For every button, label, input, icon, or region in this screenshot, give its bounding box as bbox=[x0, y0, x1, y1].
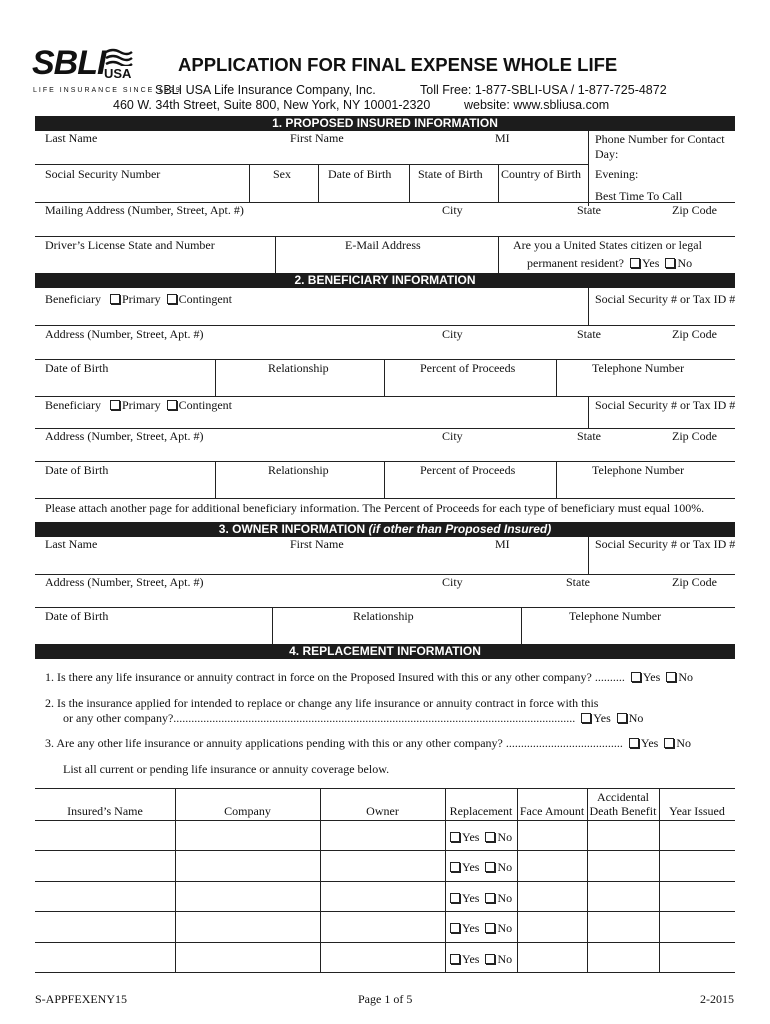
city-label: City bbox=[442, 203, 463, 217]
beneficiary-1-relationship-label: Relationship bbox=[268, 361, 329, 375]
owner-address-label: Address (Number, Street, Apt. #) bbox=[45, 575, 204, 589]
form-date: 2-2015 bbox=[700, 992, 734, 1006]
section-3-title: 3. OWNER INFORMATION bbox=[218, 522, 366, 536]
beneficiary-1-row: Beneficiary Primary Contingent bbox=[45, 292, 232, 306]
owner-first-name-label: First Name bbox=[290, 537, 344, 551]
coverage-list-note: List all current or pending life insurance or annuity coverage below. bbox=[63, 762, 390, 776]
beneficiary-2-relationship-label: Relationship bbox=[268, 463, 329, 477]
row-4-no-checkbox[interactable] bbox=[485, 923, 495, 933]
owner-dob-label: Date of Birth bbox=[45, 609, 109, 623]
owner-zip-label: Zip Code bbox=[672, 575, 717, 589]
beneficiary-1-ssn-label: Social Security # or Tax ID # bbox=[595, 292, 736, 306]
q2-yes-checkbox[interactable] bbox=[581, 713, 591, 723]
col-year-issued: Year Issued bbox=[669, 804, 725, 818]
col-face-amount: Face Amount bbox=[519, 804, 585, 818]
beneficiary-2-ssn-label: Social Security # or Tax ID # bbox=[595, 398, 736, 412]
mailing-address-label: Mailing Address (Number, Street, Apt. #) bbox=[45, 203, 244, 217]
best-time-label: Best Time To Call bbox=[595, 189, 683, 203]
row-5-yes-checkbox[interactable] bbox=[450, 954, 460, 964]
logo-usa: USA bbox=[104, 66, 132, 81]
citizen-question: Are you a United States citizen or legal bbox=[513, 238, 702, 252]
beneficiary-1-dob-label: Date of Birth bbox=[45, 361, 109, 375]
beneficiary-1-state-label: State bbox=[577, 327, 601, 341]
replacement-question-1: 1. Is there any life insurance or annuity contract in force on the Proposed Insured with this or any other company? .......... Yes No bbox=[45, 670, 693, 684]
citizen-yes-checkbox[interactable] bbox=[630, 258, 640, 268]
replacement-question-2: 2. Is the insurance applied for intended to replace or change any life insurance or annuity contract in force with this bbox=[45, 696, 599, 710]
company-address: 460 W. 34th Street, Suite 800, New York, NY 10001-2320 bbox=[113, 98, 431, 112]
section-3-subtitle: (if other than Proposed Insured) bbox=[368, 522, 552, 536]
email-label: E-Mail Address bbox=[345, 238, 421, 252]
col-company: Company bbox=[224, 804, 271, 818]
owner-mi-label: MI bbox=[495, 537, 510, 551]
row-1-no-checkbox[interactable] bbox=[485, 832, 495, 842]
beneficiary-2-zip-label: Zip Code bbox=[672, 429, 717, 443]
q1-yes-checkbox[interactable] bbox=[631, 672, 641, 682]
owner-last-name-label: Last Name bbox=[45, 537, 98, 551]
beneficiary-1-primary-checkbox[interactable] bbox=[110, 294, 120, 304]
replacement-question-2-line-2: or any other company?...................................................................................................................................... Yes No bbox=[63, 711, 644, 725]
form-title: APPLICATION FOR FINAL EXPENSE WHOLE LIFE bbox=[178, 54, 618, 75]
row-3-no-checkbox[interactable] bbox=[485, 893, 495, 903]
beneficiary-2-dob-label: Date of Birth bbox=[45, 463, 109, 477]
col-replacement: Replacement bbox=[449, 804, 513, 818]
day-label: Day: bbox=[595, 147, 619, 161]
beneficiary-2-contingent-checkbox[interactable] bbox=[167, 400, 177, 410]
citizen-yes-label: Yes bbox=[641, 256, 660, 270]
q3-no-checkbox[interactable] bbox=[664, 738, 674, 748]
row-2-yes-checkbox[interactable] bbox=[450, 862, 460, 872]
ssn-label: Social Security Number bbox=[45, 167, 161, 181]
beneficiary-2-row: Beneficiary Primary Contingent bbox=[45, 398, 232, 412]
first-name-label: First Name bbox=[290, 131, 344, 145]
owner-state-label: State bbox=[566, 575, 590, 589]
beneficiary-2-primary-checkbox[interactable] bbox=[110, 400, 120, 410]
beneficiary-1-address-label: Address (Number, Street, Apt. #) bbox=[45, 327, 204, 341]
drivers-license-label: Driver’s License State and Number bbox=[45, 238, 215, 252]
section-3-header bbox=[35, 522, 735, 537]
beneficiary-1-city-label: City bbox=[442, 327, 463, 341]
row-2-no-checkbox[interactable] bbox=[485, 862, 495, 872]
state-label: State bbox=[577, 203, 601, 217]
owner-city-label: City bbox=[442, 575, 463, 589]
logo-tagline: LIFE INSURANCE SINCE 1939 bbox=[33, 87, 182, 94]
beneficiary-2-percent-label: Percent of Proceeds bbox=[420, 463, 516, 477]
q1-no-checkbox[interactable] bbox=[666, 672, 676, 682]
logo-text: SBLI bbox=[32, 44, 106, 82]
page-number: Page 1 of 5 bbox=[358, 992, 413, 1006]
beneficiary-1-zip-label: Zip Code bbox=[672, 327, 717, 341]
row-1-yes-checkbox[interactable] bbox=[450, 832, 460, 842]
citizen-question-2: permanent resident? Yes No bbox=[527, 256, 693, 270]
replacement-question-3: 3. Are any other life insurance or annuity applications pending with this or any other company? ....................................... Yes No bbox=[45, 736, 692, 750]
owner-telephone-label: Telephone Number bbox=[569, 609, 662, 623]
row-3-yes-checkbox[interactable] bbox=[450, 893, 460, 903]
col-adb-line-2: Death Benefit bbox=[589, 804, 657, 818]
company-website: website: www.sbliusa.com bbox=[464, 98, 610, 112]
country-birth-label: Country of Birth bbox=[501, 167, 581, 181]
beneficiary-2-state-label: State bbox=[577, 429, 601, 443]
col-insured-name: Insured’s Name bbox=[67, 804, 143, 818]
form-id: S-APPFEXENY15 bbox=[35, 992, 128, 1006]
table-row: Yes No bbox=[447, 860, 512, 875]
owner-ssn-label: Social Security # or Tax ID # bbox=[595, 537, 736, 551]
state-birth-label: State of Birth bbox=[418, 167, 483, 181]
company-name: SBLI USA Life Insurance Company, Inc. bbox=[155, 83, 376, 97]
row-5-no-checkbox[interactable] bbox=[485, 954, 495, 964]
beneficiary-2-city-label: City bbox=[442, 429, 463, 443]
table-row: Yes No bbox=[447, 891, 512, 906]
beneficiary-2-address-label: Address (Number, Street, Apt. #) bbox=[45, 429, 204, 443]
beneficiary-1-percent-label: Percent of Proceeds bbox=[420, 361, 516, 375]
evening-label: Evening: bbox=[595, 167, 639, 181]
beneficiary-1-telephone-label: Telephone Number bbox=[592, 361, 685, 375]
table-row: Yes No bbox=[447, 921, 512, 936]
citizen-no-checkbox[interactable] bbox=[665, 258, 675, 268]
logo-flag-icon bbox=[104, 48, 134, 66]
table-row: Yes No bbox=[447, 830, 512, 845]
sex-label: Sex bbox=[273, 167, 291, 181]
q2-no-checkbox[interactable] bbox=[617, 713, 627, 723]
col-owner: Owner bbox=[366, 804, 399, 818]
row-4-yes-checkbox[interactable] bbox=[450, 923, 460, 933]
beneficiary-note: Please attach another page for additional beneficiary information. The Percent of Proceeds for each type of beneficiary must equal 100%. bbox=[45, 501, 705, 515]
q3-yes-checkbox[interactable] bbox=[629, 738, 639, 748]
company-phone: Toll Free: 1-877-SBLI-USA / 1-877-725-4872 bbox=[420, 83, 667, 97]
section-1-header: 1. PROPOSED INSURED INFORMATION bbox=[35, 116, 735, 131]
zip-label: Zip Code bbox=[672, 203, 717, 217]
owner-relationship-label: Relationship bbox=[353, 609, 414, 623]
last-name-label: Last Name bbox=[45, 131, 98, 145]
beneficiary-2-telephone-label: Telephone Number bbox=[592, 463, 685, 477]
mi-label: MI bbox=[495, 131, 510, 145]
section-2-header: 2. BENEFICIARY INFORMATION bbox=[35, 273, 735, 288]
phone-contact-label: Phone Number for Contact bbox=[595, 132, 725, 146]
col-adb-line-1: Accidental bbox=[597, 790, 649, 804]
table-row: Yes No bbox=[447, 952, 512, 967]
section-4-header: 4. REPLACEMENT INFORMATION bbox=[35, 644, 735, 659]
dob-label: Date of Birth bbox=[328, 167, 392, 181]
beneficiary-1-contingent-checkbox[interactable] bbox=[167, 294, 177, 304]
citizen-no-label: No bbox=[677, 256, 693, 270]
